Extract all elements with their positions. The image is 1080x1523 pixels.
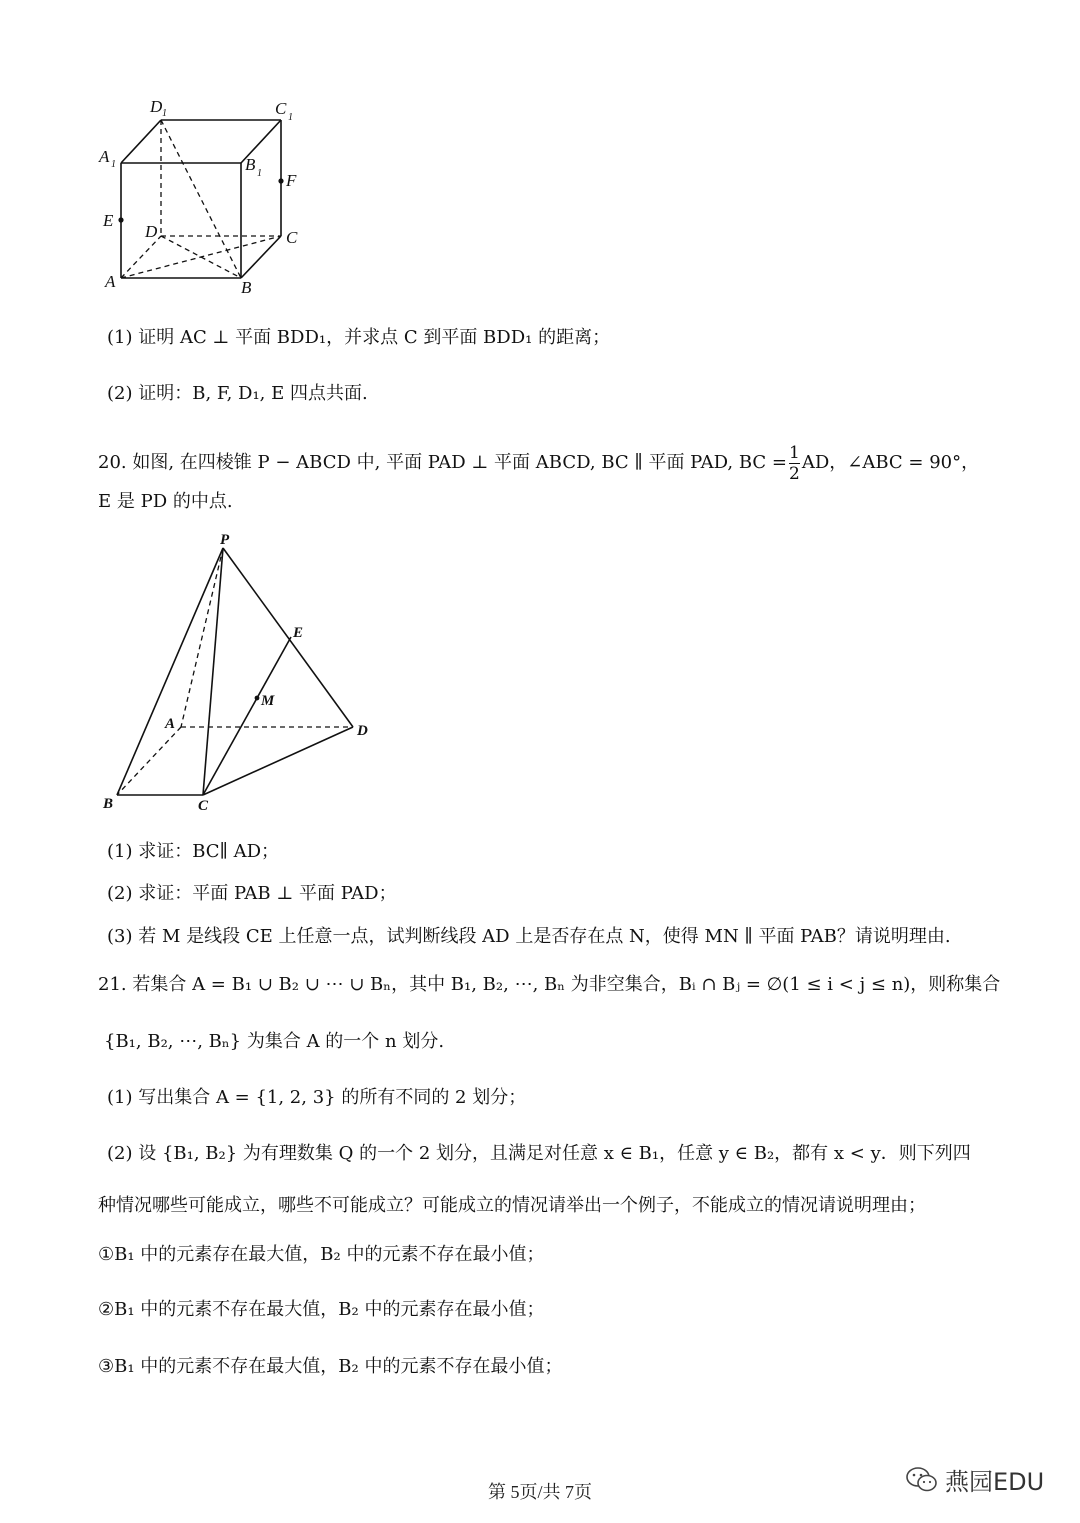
label-C1: C xyxy=(275,99,287,118)
q21-case-3: ③B₁ 中的元素不存在最大值，B₂ 中的元素不存在最小值； xyxy=(98,1356,563,1377)
label-B1: B xyxy=(245,155,256,174)
label-P: P xyxy=(220,532,230,548)
q21-part-2-line2: 种情况哪些可能成立，哪些不可能成立？可能成立的情况请举出一个例子，不能成立的情况请说明理由； xyxy=(98,1195,926,1216)
label-B: B xyxy=(241,278,252,297)
q21-case-2: ②B₁ 中的元素不存在最大值，B₂ 中的元素存在最小值； xyxy=(98,1299,545,1320)
svg-text:1: 1 xyxy=(288,112,293,123)
q21-case-1: ①B₁ 中的元素存在最大值，B₂ 中的元素不存在最小值； xyxy=(98,1244,545,1265)
q21-part-2: (2) 设 {B₁, B₂} 为有理数集 Q 的一个 2 划分，且满足对任意 x ∈ B₁，任意 y ∈ B₂，都有 x < y．则下列四 xyxy=(107,1143,971,1164)
label-D: D xyxy=(357,723,368,739)
q19-part-2: (2) 证明：B, F, D₁, E 四点共面. xyxy=(107,383,368,404)
fraction-one-half: $\frac{1}{2}$ xyxy=(789,442,800,484)
label-M: M xyxy=(261,693,275,709)
q20-part-2: (2) 求证：平面 PAB ⊥ 平面 PAD； xyxy=(107,883,397,904)
label-F: F xyxy=(286,171,297,190)
cube-figure xyxy=(95,90,325,305)
label-B: B xyxy=(103,796,114,812)
q20-part-1: (1) 求证：BC∥ AD； xyxy=(107,841,280,862)
q19-part-1: (1) 证明 AC ⊥ 平面 BDD₁，并求点 C 到平面 BDD₁ 的距离； xyxy=(107,327,611,348)
label-C: C xyxy=(286,228,298,247)
q20-stem-b: AD，∠ABC = 90°， xyxy=(801,452,980,473)
page-footer: 第 5页/共 7页 xyxy=(487,1482,592,1502)
wechat-icon xyxy=(905,1466,939,1494)
q20-stem xyxy=(98,438,979,488)
q21-stem: 21. 若集合 A = B₁ ∪ B₂ ∪ ⋯ ∪ Bₙ，其中 B₁, B₂, ⋯, Bₙ 为非空集合，Bᵢ ∩ Bⱼ = ∅(1 ≤ i < j ≤ n)，则称集合 xyxy=(98,974,1001,995)
q21-part-1: (1) 写出集合 A = {1, 2, 3} 的所有不同的 2 划分； xyxy=(107,1087,527,1108)
q21-stem-line2: {B₁, B₂, ⋯, Bₙ} 为集合 A 的一个 n 划分. xyxy=(104,1031,445,1052)
label-E: E xyxy=(293,625,304,641)
label-C: C xyxy=(198,798,209,814)
svg-text:1: 1 xyxy=(257,168,262,179)
q20-part-3: (3) 若 M 是线段 CE 上任意一点，试判断线段 AD 上是否存在点 N，使得 MN ∥ 平面 PAB？请说明理由. xyxy=(107,926,951,947)
pyramid-figure xyxy=(95,530,385,815)
label-D1: D xyxy=(150,97,163,116)
watermark xyxy=(905,1462,1044,1497)
label-E: E xyxy=(103,211,114,230)
svg-text:1: 1 xyxy=(162,108,167,119)
label-A: A xyxy=(105,272,116,291)
label-A1: A xyxy=(99,147,110,166)
label-D: D xyxy=(145,222,158,241)
svg-text:1: 1 xyxy=(111,159,116,170)
q20-stem-a: 20. 如图, 在四棱锥 P − ABCD 中, 平面 PAD ⊥ 平面 ABCD, BC ∥ 平面 PAD, BC = xyxy=(98,452,787,473)
label-A: A xyxy=(165,716,176,732)
q20-stem-line2: E 是 PD 的中点. xyxy=(98,491,233,512)
watermark-text: 燕园EDU xyxy=(945,1468,1045,1496)
